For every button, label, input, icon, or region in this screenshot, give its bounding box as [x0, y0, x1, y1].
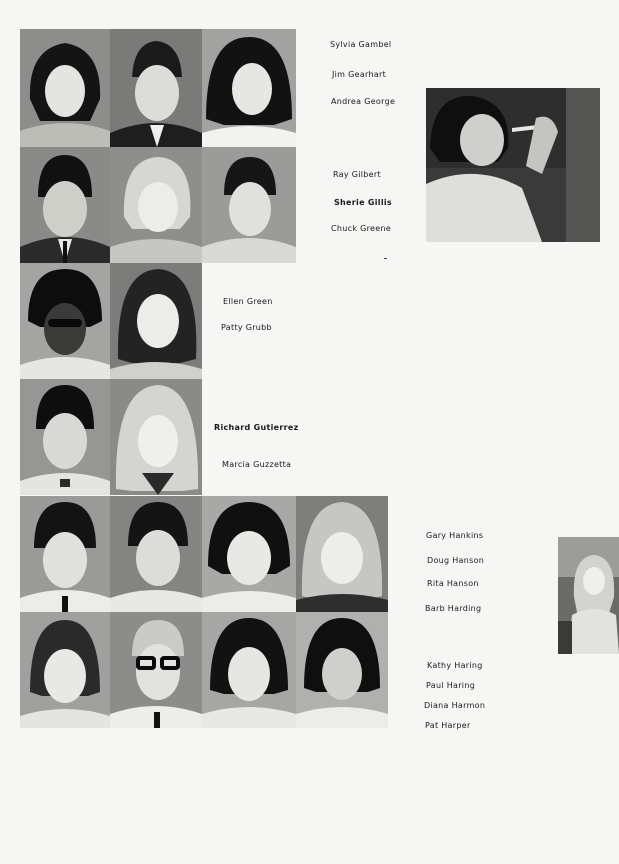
portrait-barb-harding	[296, 496, 388, 612]
portrait-pat-harper	[296, 612, 388, 728]
name-label: Pat Harper	[425, 721, 471, 730]
name-label: Doug Hanson	[427, 556, 485, 565]
name-label: Ellen Green	[223, 297, 273, 306]
portrait-gary-hankins	[20, 496, 110, 612]
portrait-chuck-greene	[202, 147, 296, 263]
portrait-sylvia-gambel	[20, 29, 110, 147]
portrait-patty-grubb	[110, 263, 202, 379]
name-label: Marcia Guzzetta	[222, 460, 292, 469]
portrait-richard-gutierrez	[20, 379, 110, 495]
name-label: Jim Gearhart	[332, 70, 387, 79]
name-label: Patty Grubb	[221, 323, 272, 332]
portrait-marcia-guzzetta	[110, 379, 202, 495]
name-label: Rita Hanson	[427, 579, 479, 588]
name-label: Gary Hankins	[426, 531, 484, 540]
name-label: Paul Haring	[426, 681, 476, 690]
print-speck	[384, 258, 387, 259]
portrait-andrea-george	[202, 29, 296, 147]
candid-photo-1	[426, 88, 600, 242]
portrait-sherie-gillis	[110, 147, 202, 263]
portrait-rita-hanson	[202, 496, 296, 612]
name-label: Diana Harmon	[424, 701, 486, 710]
name-label: Sherie Gillis	[334, 198, 392, 207]
name-label: Sylvia Gambel	[330, 40, 392, 49]
portrait-diana-harmon	[202, 612, 296, 728]
portrait-doug-hanson	[110, 496, 202, 612]
name-label: Andrea George	[331, 97, 396, 106]
candid-photo-2	[558, 537, 619, 654]
portrait-kathy-haring	[20, 612, 110, 728]
portrait-ellen-green	[20, 263, 110, 379]
name-label: Richard Gutierrez	[214, 423, 299, 432]
portrait-paul-haring	[110, 612, 202, 728]
name-label: Barb Harding	[425, 604, 482, 613]
name-label: Chuck Greene	[331, 224, 392, 233]
portrait-ray-gilbert	[20, 147, 110, 263]
name-label: Ray Gilbert	[333, 170, 381, 179]
portrait-jim-gearhart	[110, 29, 202, 147]
name-label: Kathy Haring	[427, 661, 483, 670]
